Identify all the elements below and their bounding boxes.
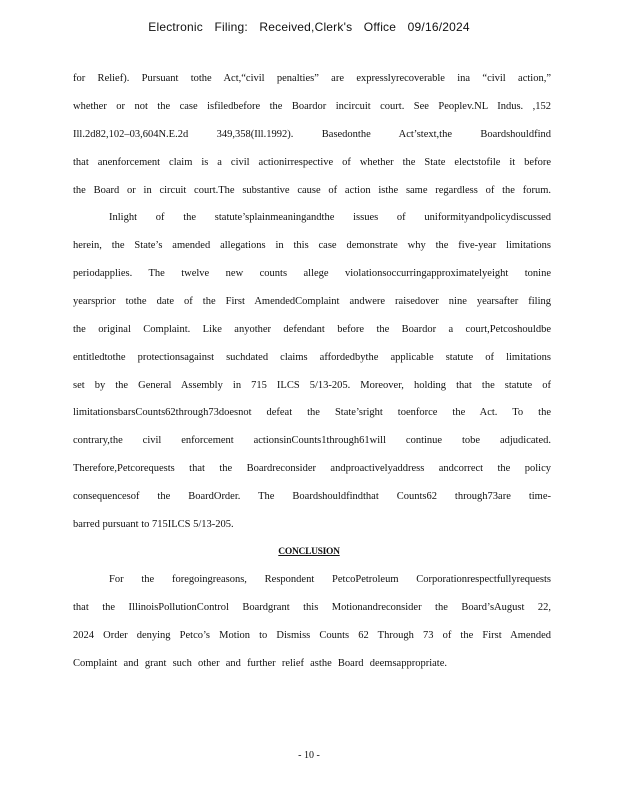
conclusion-heading: CONCLUSION: [278, 547, 340, 557]
paragraph-line: whether or not the case isfiledbefore the Boardor incircuit court. See Peoplev.NL Indus. ,152: [73, 101, 551, 112]
paragraph-line: for Relief). Pursuant tothe Act,“civil penalties” are expresslyrecoverable ina “civil action,”: [73, 73, 551, 84]
paragraph-line: that the IllinoisPollutionControl Boardgrant this Motionandreconsider the Board’sAugust 22,: [73, 602, 551, 613]
paragraph-line: contrary,the civil enforcement actionsinCounts1through61will continue tobe adjudicated.: [73, 435, 551, 446]
paragraph-line: limitationsbarsCounts62through73doesnot defeat the State’sright toenforce the Act. To the: [73, 407, 551, 418]
paragraph-line: Inlight of the statute’splainmeaningandthe issues of uniformityandpolicydiscussed: [109, 212, 551, 223]
paragraph-line: 2024 Order denying Petco’s Motion to Dismiss Counts 62 Through 73 of the First Amended: [73, 630, 551, 641]
paragraph-line: set by the General Assembly in 715 ILCS 5/13-205. Moreover, holding that the statute of: [73, 380, 551, 391]
paragraph-line: herein, the State’s amended allegations in this case demonstrate why the five-year limitations: [73, 240, 551, 251]
paragraph-line: Ill.2d82,102–03,604N.E.2d 349,358(Ill.1992). Basedonthe Act’stext,the Boardshouldfind: [73, 129, 551, 140]
paragraph-line: that anenforcement claim is a civil actionirrespective of whether the State electstofile it before: [73, 157, 551, 168]
paragraph-line: entitledtothe protectionsagainst suchdated claims affordedbythe applicable statute of limitations: [73, 352, 551, 363]
electronic-filing-header: Electronic Filing: Received,Clerk's Office 09/16/2024: [148, 20, 470, 34]
paragraph-line: yearsprior tothe date of the First AmendedComplaint andwere raisedover nine yearsafter filing: [73, 296, 551, 307]
paragraph-line: barred pursuant to 715ILCS 5/13-205.: [73, 519, 234, 530]
paragraph-line: Therefore,Petcorequests that the Boardreconsider andproactivelyaddress andcorrect the policy: [73, 463, 551, 474]
page-number: - 10 -: [298, 750, 320, 761]
paragraph-line: For the foregoingreasons, Respondent PetcoPetroleum Corporationrespectfullyrequests: [109, 574, 551, 585]
paragraph-line: the original Complaint. Like anyother defendant before the Boardor a court,Petcoshouldbe: [73, 324, 551, 335]
paragraph-line: Complaint and grant such other and further relief asthe Board deemsappropriate.: [73, 658, 447, 669]
paragraph-line: consequencesof the BoardOrder. The Boardshouldfindthat Counts62 through73are time-: [73, 491, 551, 502]
paragraph-line: the Board or in circuit court.The substantive cause of action isthe same regardless of the forum.: [73, 185, 551, 196]
paragraph-line: periodapplies. The twelve new counts allege violationsoccurringapproximatelyeight tonine: [73, 268, 551, 279]
